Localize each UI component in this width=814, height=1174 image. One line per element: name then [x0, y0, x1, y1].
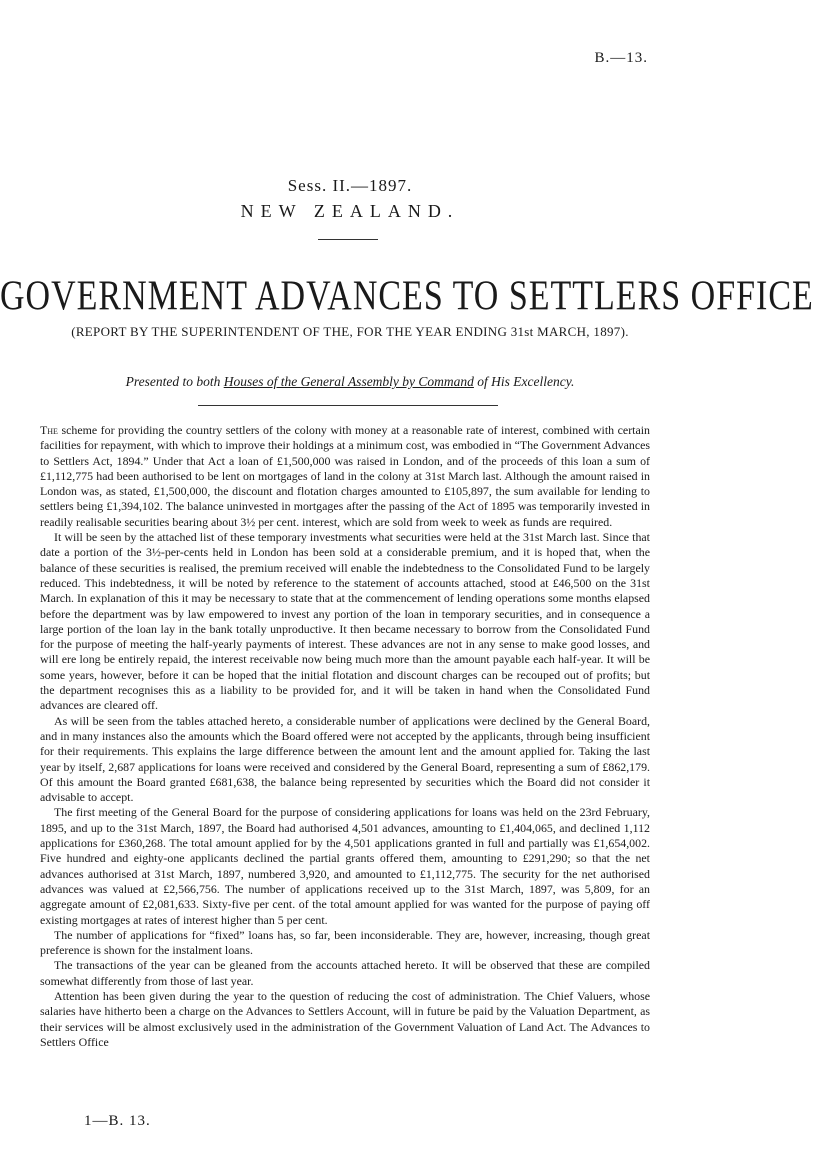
short-divider — [318, 239, 378, 240]
presented-suffix: of His Excellency. — [477, 374, 575, 389]
paragraph-7: Attention has been given during the year to the question of reducing the cost of administration. The Chief Valuers, whose salaries have hitherto been a charge on the Advances to Settlers Account, will in future be paid by the Valuation Department, as their services will be almost exclusively used in the administration of the Government Valuation of Land Act. The Advances to Settlers Office — [40, 988, 650, 1049]
paragraph-4: The first meeting of the General Board for the purpose of considering applications for loans was held on the 23rd February, 1895, and up to the 31st March, 1897, the Board had authorised 4,501 advances, amounting to £1,404,065, and declined 1,112 applications for £360,268. The total amount applied for by the 4,501 applications granted in full and partially was £1,654,002. Five hundred and eighty-one applicants declined the partial grants offered them, amounting to £291,290; so that the net advances authorised at 31st March, 1897, numbered 3,920, and amounted to £1,112,775. The security for the net authorised advances was valued at £2,566,756. The number of applications received up to the 31st March, 1897, was 5,809, for an aggregate amount of £2,081,633. Sixty-five per cent. of the total amount applied for was wanted for the purpose of paying off existing mortgages at rates of interest higher than 5 per cent. — [40, 805, 650, 927]
long-divider — [198, 405, 498, 406]
presented-prefix: Presented to both — [125, 374, 221, 389]
presented-line — [0, 374, 700, 390]
footer-reference: 1—B. 13. — [84, 1113, 151, 1129]
paragraph-1 — [40, 423, 650, 530]
paragraph-3: As will be seen from the tables attached hereto, a considerable number of applications were declined by the General Board, and in many instances also the amounts which the Board offered were not accepted by the applicants, through being insufficient for their requirements. This explains the large difference between the amount lent and the amount applied for. Taking the last year by itself, 2,687 applications for loans were received and considered by the General Board, representing a sum of £862,179. Of this amount the Board granted £681,638, the balance being represented by securities which the Board did not consider it advisable to accept. — [40, 713, 650, 805]
report-body — [40, 423, 650, 1050]
paragraph-5: The number of applications for “fixed” loans has, so far, been inconsiderable. They are, however, increasing, though great preference is shown for the instalment loans. — [40, 927, 650, 958]
country-heading: NEW ZEALAND. — [240, 201, 460, 221]
document-subtitle: (REPORT BY THE SUPERINTENDENT OF THE, FOR THE YEAR ENDING 31st MARCH, 1897). — [71, 324, 629, 339]
presented-underlined: Houses of the General Assembly by Command — [223, 374, 474, 389]
paragraph-1-lead: The — [40, 423, 58, 437]
paragraph-1-text: scheme for providing the country settlers of the colony with money at a reasonable rate of interest, combined with certain facilities for repayment, with which to improve their holdings at a minimum cost, was embodied in “The Government Advances to Settlers Act, 1894.” Under that Act a loan of £1,500,000 was raised in London, and of the proceeds of this loan a sum of £1,112,775 had been authorised to be lent on mortgages of land in the colony at 31st March last. Although the amount raised in London was, as stated, £1,500,000, the discount and flotation charges amounted to £105,897, the sum available for lending to settlers being £1,394,102. The balance uninvested in mortgages after the passing of the Act of 1895 was temporarily invested in readily realisable securities bearing about 3½ per cent. interest, which are sold from week to week as funds are required. — [40, 423, 650, 529]
session-line: Sess. II.—1897. — [287, 176, 413, 195]
page-number: B.—13. — [594, 50, 648, 66]
paragraph-6: The transactions of the year can be gleaned from the accounts attached hereto. It will be observed that these are compiled somewhat differently from those of last year. — [40, 958, 650, 988]
paragraph-2: It will be seen by the attached list of these temporary investments what securities were held at the 31st March last. Since that date a portion of the 3½-per-cents held in London has been sold at a considerable premium, and it is hoped that, when the balance of these securities is realised, the premium received will enable the indebtedness to the Consolidated Fund to be largely reduced. This indebtedness, it will be noted by reference to the statement of accounts attached, stood at £46,500 on the 31st March. In explanation of this it may be necessary to state that at the commencement of lending operations some months elapsed before the department was by law empowered to invest any portion of the loan in temporary securities, and in consequence a large portion of the loan lay in the bank totally unproductive. It then became necessary to borrow from the Consolidated Fund for the purpose of meeting the half-yearly payments of interest. These advances are not in any sense to make good losses, and will ere long be entirely repaid, the interest receivable now being much more than the amount payable each half-year. It will be some years, however, before it can be hoped that the initial flotation and discount charges can be recouped out of profits; but the department recognises this as a liability to be provided for, and it will be taken in hand when the Consolidated Fund advances are cleared off. — [40, 530, 650, 713]
document-title: GOVERNMENT ADVANCES TO SETTLERS OFFICE — [0, 273, 814, 320]
